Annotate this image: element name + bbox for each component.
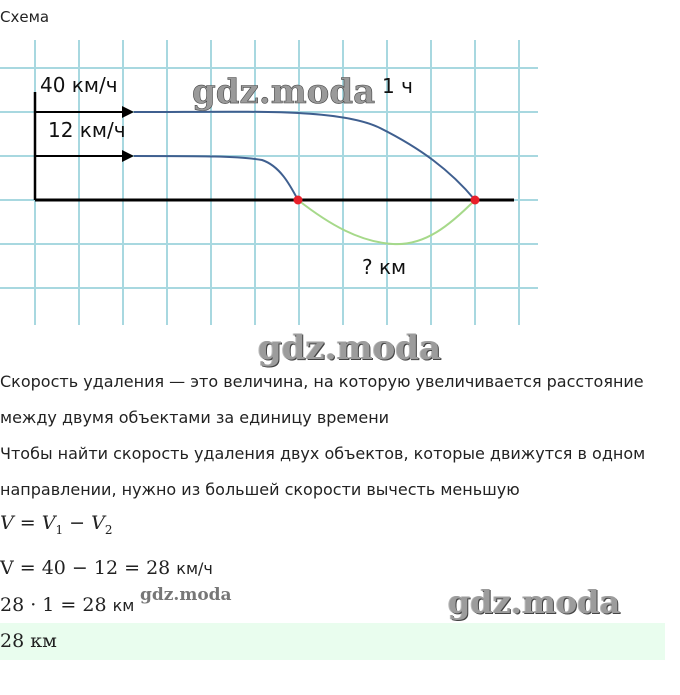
slow-trajectory — [134, 156, 298, 200]
scheme-heading: Схема — [0, 8, 50, 26]
definition-line-2: между двумя объектами за единицу времени — [0, 408, 390, 427]
watermark-bottom: gdz.moda — [448, 583, 621, 621]
slow-arrow-head — [122, 150, 134, 162]
watermark-middle: gdz.moda — [258, 328, 442, 368]
fast-end-point — [471, 196, 480, 205]
time-label: 1 ч — [382, 74, 413, 98]
slow-speed-label: 12 км/ч — [48, 118, 126, 142]
watermark-top: gdz.moda — [192, 72, 376, 112]
formula-speed — [0, 557, 213, 579]
formula-distance — [0, 594, 134, 616]
rule-line-2: направлении, нужно из большей скорости вычесть меньшую — [0, 480, 520, 499]
answer-text: 28 км — [0, 630, 57, 652]
formula-distance-unit: км — [112, 596, 135, 615]
fast-speed-label: 40 км/ч — [40, 73, 118, 97]
watermark-small: gdz.moda — [140, 585, 232, 605]
fast-arrow-head — [122, 106, 134, 118]
question-label: ? км — [362, 255, 407, 279]
formula-speed-unit: км/ч — [176, 559, 213, 578]
formula-distance-expression: 28 · 1 = 28 — [0, 594, 107, 616]
answer-box — [0, 623, 665, 660]
formula-speed-expression: V = 40 − 12 = 28 — [0, 557, 171, 579]
formula-general: $V = V_1 - V_2$ — [0, 512, 113, 537]
definition-line-1: Скорость удаления — это величина, на которую увеличивается расстояние — [0, 372, 644, 391]
rule-line-1: Чтобы найти скорость удаления двух объектов, которые движутся в одном — [0, 444, 646, 463]
motion-diagram — [0, 40, 560, 330]
slow-end-point — [294, 196, 303, 205]
